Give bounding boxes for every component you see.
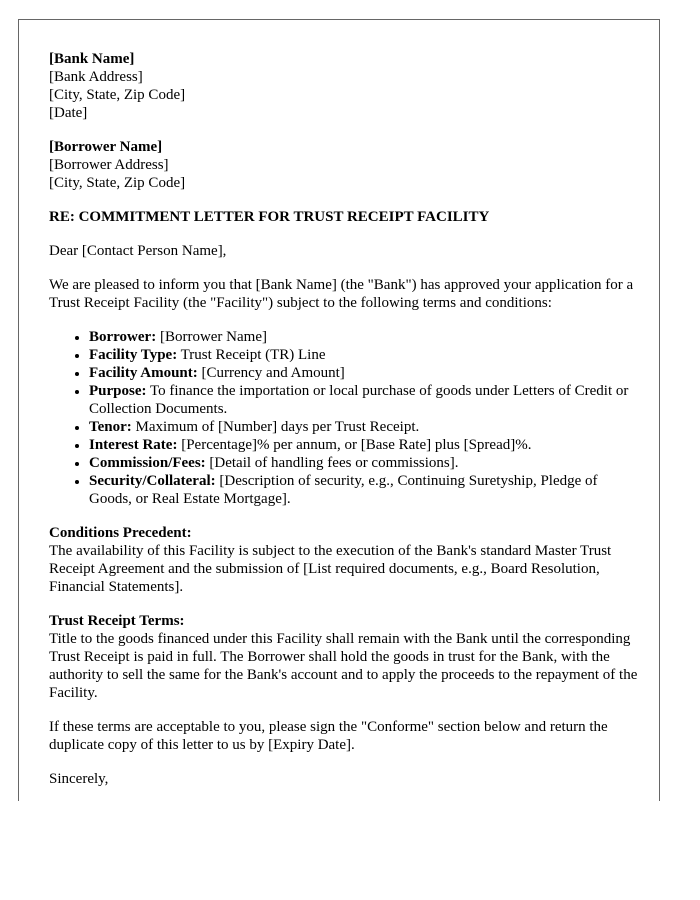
term-item-facility-type xyxy=(89,346,639,364)
term-value: To finance the importation or local purchase of goods under Letters of Credit or Collection Documents. xyxy=(89,383,629,417)
term-item-purpose xyxy=(89,382,639,418)
term-value: [Currency and Amount] xyxy=(197,365,345,381)
closing: Sincerely, xyxy=(49,771,109,787)
term-label: Purpose: xyxy=(89,383,147,399)
intro-paragraph: We are pleased to inform you that [Bank Name] (the "Bank") has approved your application for a Trust Receipt Facility (the "Facility") subject to the following terms and conditions: xyxy=(49,277,634,311)
letter-page xyxy=(18,19,660,801)
borrower-address: [Borrower Address] xyxy=(49,157,169,173)
trust-receipt-terms-text: Title to the goods financed under this Facility shall remain with the Bank until the corresponding Trust Receipt is paid in full. The Borrower shall hold the goods in trust for the Bank, with the authority to sell the same for the Bank's account and to apply the proceeds to the repayment of the Facility. xyxy=(49,631,638,701)
subject-line: RE: COMMITMENT LETTER FOR TRUST RECEIPT FACILITY xyxy=(49,209,490,225)
term-label: Borrower: xyxy=(89,329,157,345)
term-item-tenor xyxy=(89,418,639,436)
borrower-address-block xyxy=(49,138,639,192)
term-label: Security/Collateral: xyxy=(89,473,216,489)
bank-city-state-zip: [City, State, Zip Code] xyxy=(49,87,186,103)
term-label: Interest Rate: xyxy=(89,437,178,453)
term-item-security-collateral xyxy=(89,472,639,508)
conditions-precedent-text: The availability of this Facility is subject to the execution of the Bank's standard Master Trust Receipt Agreement and the submission of [List required documents, e.g., Board Resolution, Financial Statements]. xyxy=(49,543,612,595)
term-value: [Detail of handling fees or commissions]. xyxy=(205,455,459,471)
term-label: Facility Amount: xyxy=(89,365,198,381)
term-item-facility-amount xyxy=(89,364,639,382)
trust-receipt-terms-heading: Trust Receipt Terms: xyxy=(49,613,185,629)
letter-content xyxy=(49,50,639,788)
borrower-city-state-zip: [City, State, Zip Code] xyxy=(49,175,186,191)
acceptance-paragraph: If these terms are acceptable to you, please sign the "Conforme" section below and return the duplicate copy of this letter to us by [Expiry Date]. xyxy=(49,719,608,753)
conditions-precedent-section xyxy=(49,524,639,596)
letter-date: [Date] xyxy=(49,105,88,121)
term-value: [Percentage]% per annum, or [Base Rate] plus [Spread]%. xyxy=(177,437,532,453)
term-item-interest-rate xyxy=(89,436,639,454)
trust-receipt-terms-section xyxy=(49,612,639,702)
bank-address: [Bank Address] xyxy=(49,69,143,85)
bank-name: [Bank Name] xyxy=(49,51,135,67)
conditions-precedent-heading: Conditions Precedent: xyxy=(49,525,192,541)
salutation: Dear [Contact Person Name], xyxy=(49,243,227,259)
borrower-name: [Borrower Name] xyxy=(49,139,163,155)
term-value: [Description of security, e.g., Continuing Suretyship, Pledge of Goods, or Real Estate Mortgage]. xyxy=(89,473,598,507)
bank-address-block xyxy=(49,50,639,122)
term-value: [Borrower Name] xyxy=(156,329,267,345)
term-value: Maximum of [Number] days per Trust Receipt. xyxy=(131,419,420,435)
term-label: Facility Type: xyxy=(89,347,178,363)
terms-list xyxy=(49,328,639,508)
term-item-borrower xyxy=(89,328,639,346)
term-label: Commission/Fees: xyxy=(89,455,206,471)
term-value: Trust Receipt (TR) Line xyxy=(177,347,326,363)
term-label: Tenor: xyxy=(89,419,132,435)
term-item-commission-fees xyxy=(89,454,639,472)
